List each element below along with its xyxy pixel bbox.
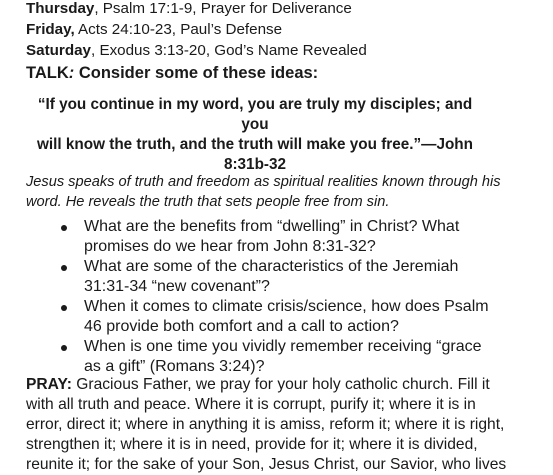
intro-line: Jesus speaks of truth and freedom as spiritual realities known through his [26, 174, 501, 190]
question-line: promises do we hear from John 8:31-32? [84, 238, 376, 255]
question-line: as a gift” (Romans 3:24)? [84, 358, 265, 375]
reading-friday [26, 19, 367, 40]
pray-text: Gracious Father, we pray for your holy catholic church. Fill it [71, 376, 490, 393]
talk-intro [26, 172, 526, 212]
question-line: What are the benefits from “dwelling” in Christ? What [84, 218, 460, 235]
reading-saturday [26, 40, 367, 61]
talk-text: Consider some of these ideas: [74, 64, 319, 82]
reading-text: , Exodus 3:13-20, God’s Name Revealed [91, 42, 367, 59]
pray-line: reunite it; for the sake of your Son, Jesus Christ, our Savior, who lives [26, 456, 507, 473]
reading-text: , Psalm 17:1-9, Prayer for Deliverance [94, 0, 352, 17]
pray-line [26, 375, 546, 395]
talk-label: TALK [26, 64, 69, 82]
quote-line: will know the truth, and the truth will make you free.”—John [37, 136, 473, 153]
question-line: What are some of the characteristics of the Jeremiah [84, 258, 459, 275]
talk-heading [26, 64, 318, 83]
reading-text: Acts 24:10-23, Paul’s Defense [74, 21, 283, 38]
reading-day: Thursday [26, 0, 95, 17]
reading-thursday [26, 0, 367, 19]
question-item [58, 217, 528, 257]
question-line: 46 provide both comfort and a call to action? [84, 318, 399, 335]
talk-colon: : [68, 64, 75, 82]
question-line: 31:31-34 “new covenant”? [84, 278, 270, 295]
pray-line: strengthen it; where it is in need, provide for it; where it is divided, [26, 436, 478, 453]
pray-line: with all truth and peace. Where it is corrupt, purify it; where it is in [26, 396, 476, 413]
question-item [58, 337, 528, 377]
quote-line: “If you continue in my word, you are truly my disciples; and you [37, 96, 473, 133]
scripture-quote [30, 95, 480, 175]
daily-readings [26, 0, 367, 61]
question-item [58, 297, 528, 337]
question-line: When is one time you vividly remember receiving “grace [84, 338, 482, 355]
reading-day: Friday, [26, 21, 75, 38]
question-item [58, 257, 528, 297]
prayer-section [26, 375, 546, 475]
quote-line: 8:31b-32 [223, 156, 287, 173]
reading-day: Saturday [26, 42, 91, 59]
pray-line: error, direct it; where in anything it is amiss, reform it; where it is right, [26, 416, 505, 433]
discussion-questions [58, 217, 528, 377]
pray-label: PRAY: [26, 376, 72, 393]
intro-line: word. He reveals the truth that sets people free from sin. [26, 194, 390, 210]
question-line: When it comes to climate crisis/science, how does Psalm [84, 298, 489, 315]
